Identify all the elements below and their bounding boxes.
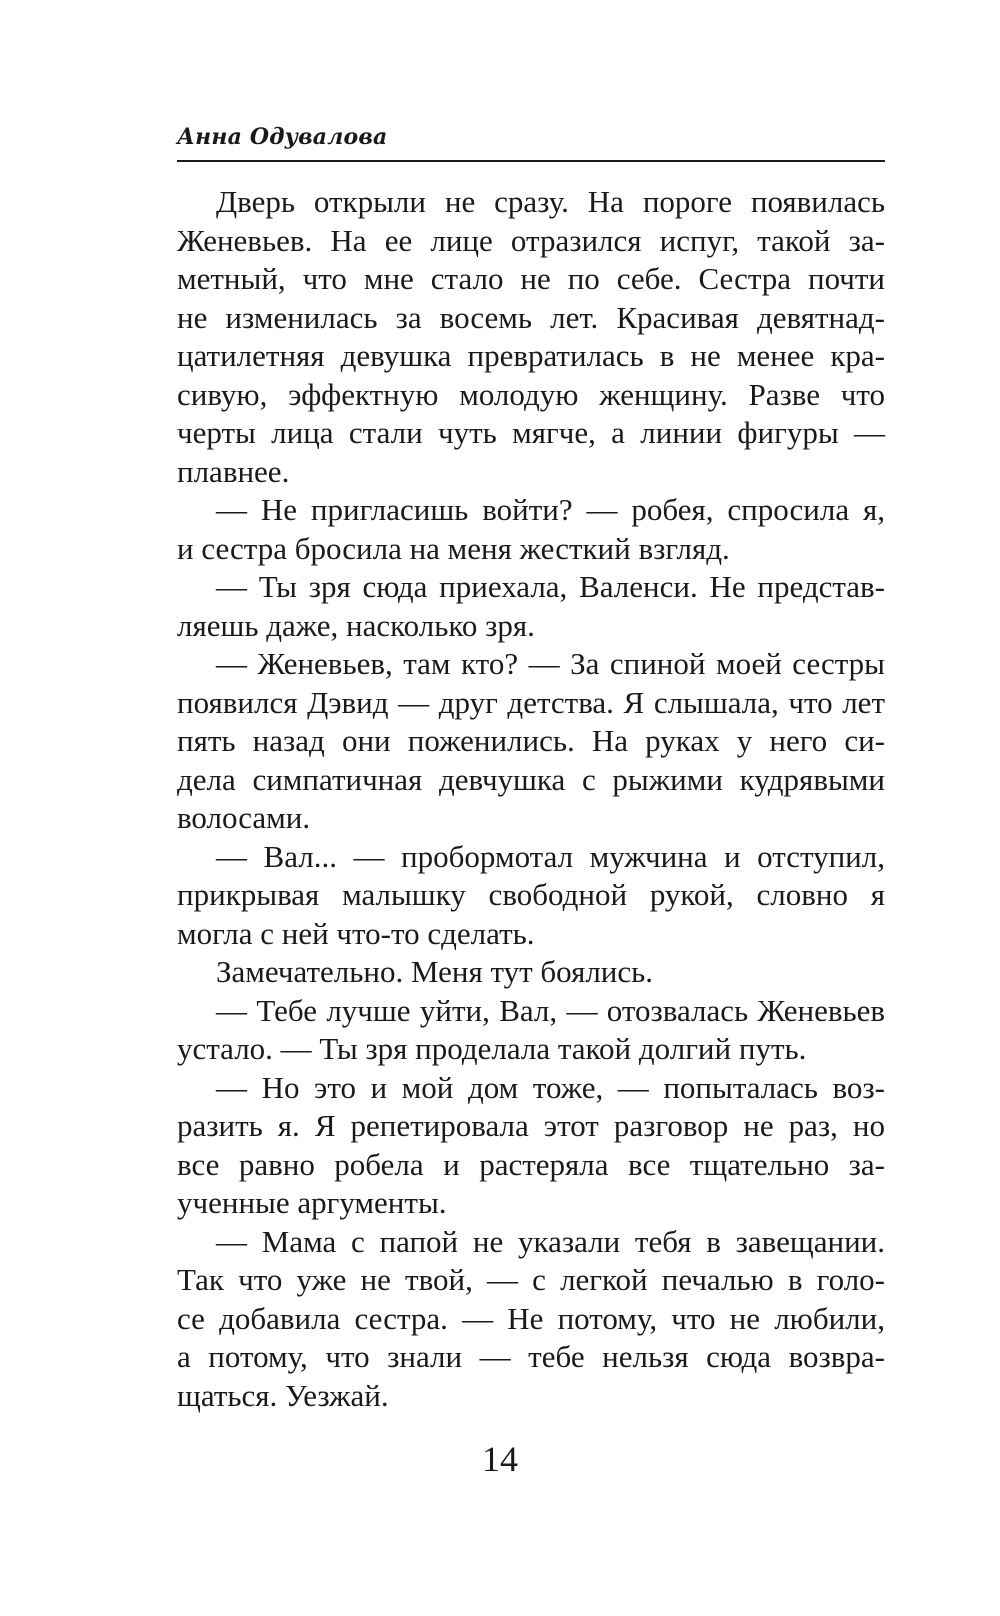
text-line: — Ты зря сюда приехала, Валенси. Не представ- bbox=[216, 569, 885, 604]
text-line: — Женевьев, там кто? — За спиной моей сестры bbox=[216, 646, 885, 681]
text-line: а потому, что знали — тебе нельзя сюда возвра- bbox=[177, 1339, 885, 1374]
text-line: — Не пригласишь войти? — робея, спросила я, bbox=[216, 492, 885, 527]
text-line: дела симпатичная девчушка с рыжими кудрявыми bbox=[177, 761, 885, 797]
text-line: Замечательно. Меня тут боялись. bbox=[216, 954, 654, 989]
text-line: щаться. Уезжай. bbox=[177, 1377, 389, 1413]
text-line: метный, что мне стало не по себе. Сестра почти bbox=[177, 261, 885, 296]
text-line: устало. — Ты зря проделала такой долгий путь. bbox=[177, 1031, 807, 1066]
text-line: и сестра бросила на меня жесткий взгляд. bbox=[177, 530, 730, 566]
text-line: сивую, эффектную молодую женщину. Разве что bbox=[177, 376, 885, 412]
text-line: Женевьев. На ее лице отразился испуг, такой за- bbox=[177, 222, 885, 258]
text-line: ученные аргументы. bbox=[177, 1185, 447, 1220]
text-line: Так что уже не твой, — с легкой печалью в голо- bbox=[177, 1262, 885, 1297]
text-line: могла с ней что-то сделать. bbox=[177, 915, 535, 951]
text-line: плавнее. bbox=[177, 453, 290, 489]
text-line: разить я. Я репетировала этот разговор не раз, но bbox=[177, 1108, 885, 1143]
text-line: появился Дэвид — друг детства. Я слышала, что лет bbox=[177, 684, 885, 720]
text-line: ляешь даже, насколько зря. bbox=[177, 607, 535, 643]
text-line: — Мама с папой не указали тебя в завещании. bbox=[216, 1223, 885, 1259]
text-line: пять назад они поженились. На руках у него си- bbox=[177, 723, 885, 758]
text-line: все равно робела и растеряла все тщательно за- bbox=[177, 1146, 885, 1182]
page-number: 14 bbox=[482, 1439, 518, 1479]
text-line: не изменилась за восемь лет. Красивая девятнад- bbox=[177, 299, 885, 335]
running-header bbox=[177, 120, 885, 162]
text-line: черты лица стали чуть мягче, а линии фигуры — bbox=[177, 415, 885, 450]
text-line: — Но это и мой дом тоже, — попыталась воз- bbox=[216, 1069, 885, 1105]
text-line: се добавила сестра. — Не потому, что не любили, bbox=[177, 1300, 885, 1336]
text-line: волосами. bbox=[177, 800, 311, 835]
author-name: Анна Одувалова bbox=[177, 124, 388, 150]
body-text bbox=[177, 183, 885, 1415]
text-line: — Вал... — пробормотал мужчина и отступил, bbox=[216, 838, 885, 874]
text-line: прикрывая малышку свободной рукой, словно я bbox=[177, 877, 885, 912]
text-line: цатилетняя девушка превратилась в не менее кра- bbox=[177, 338, 885, 373]
text-line: Дверь открыли не сразу. На пороге появилась bbox=[216, 184, 885, 219]
text-line: — Тебе лучше уйти, Вал, — отозвалась Женевьев bbox=[216, 992, 885, 1028]
